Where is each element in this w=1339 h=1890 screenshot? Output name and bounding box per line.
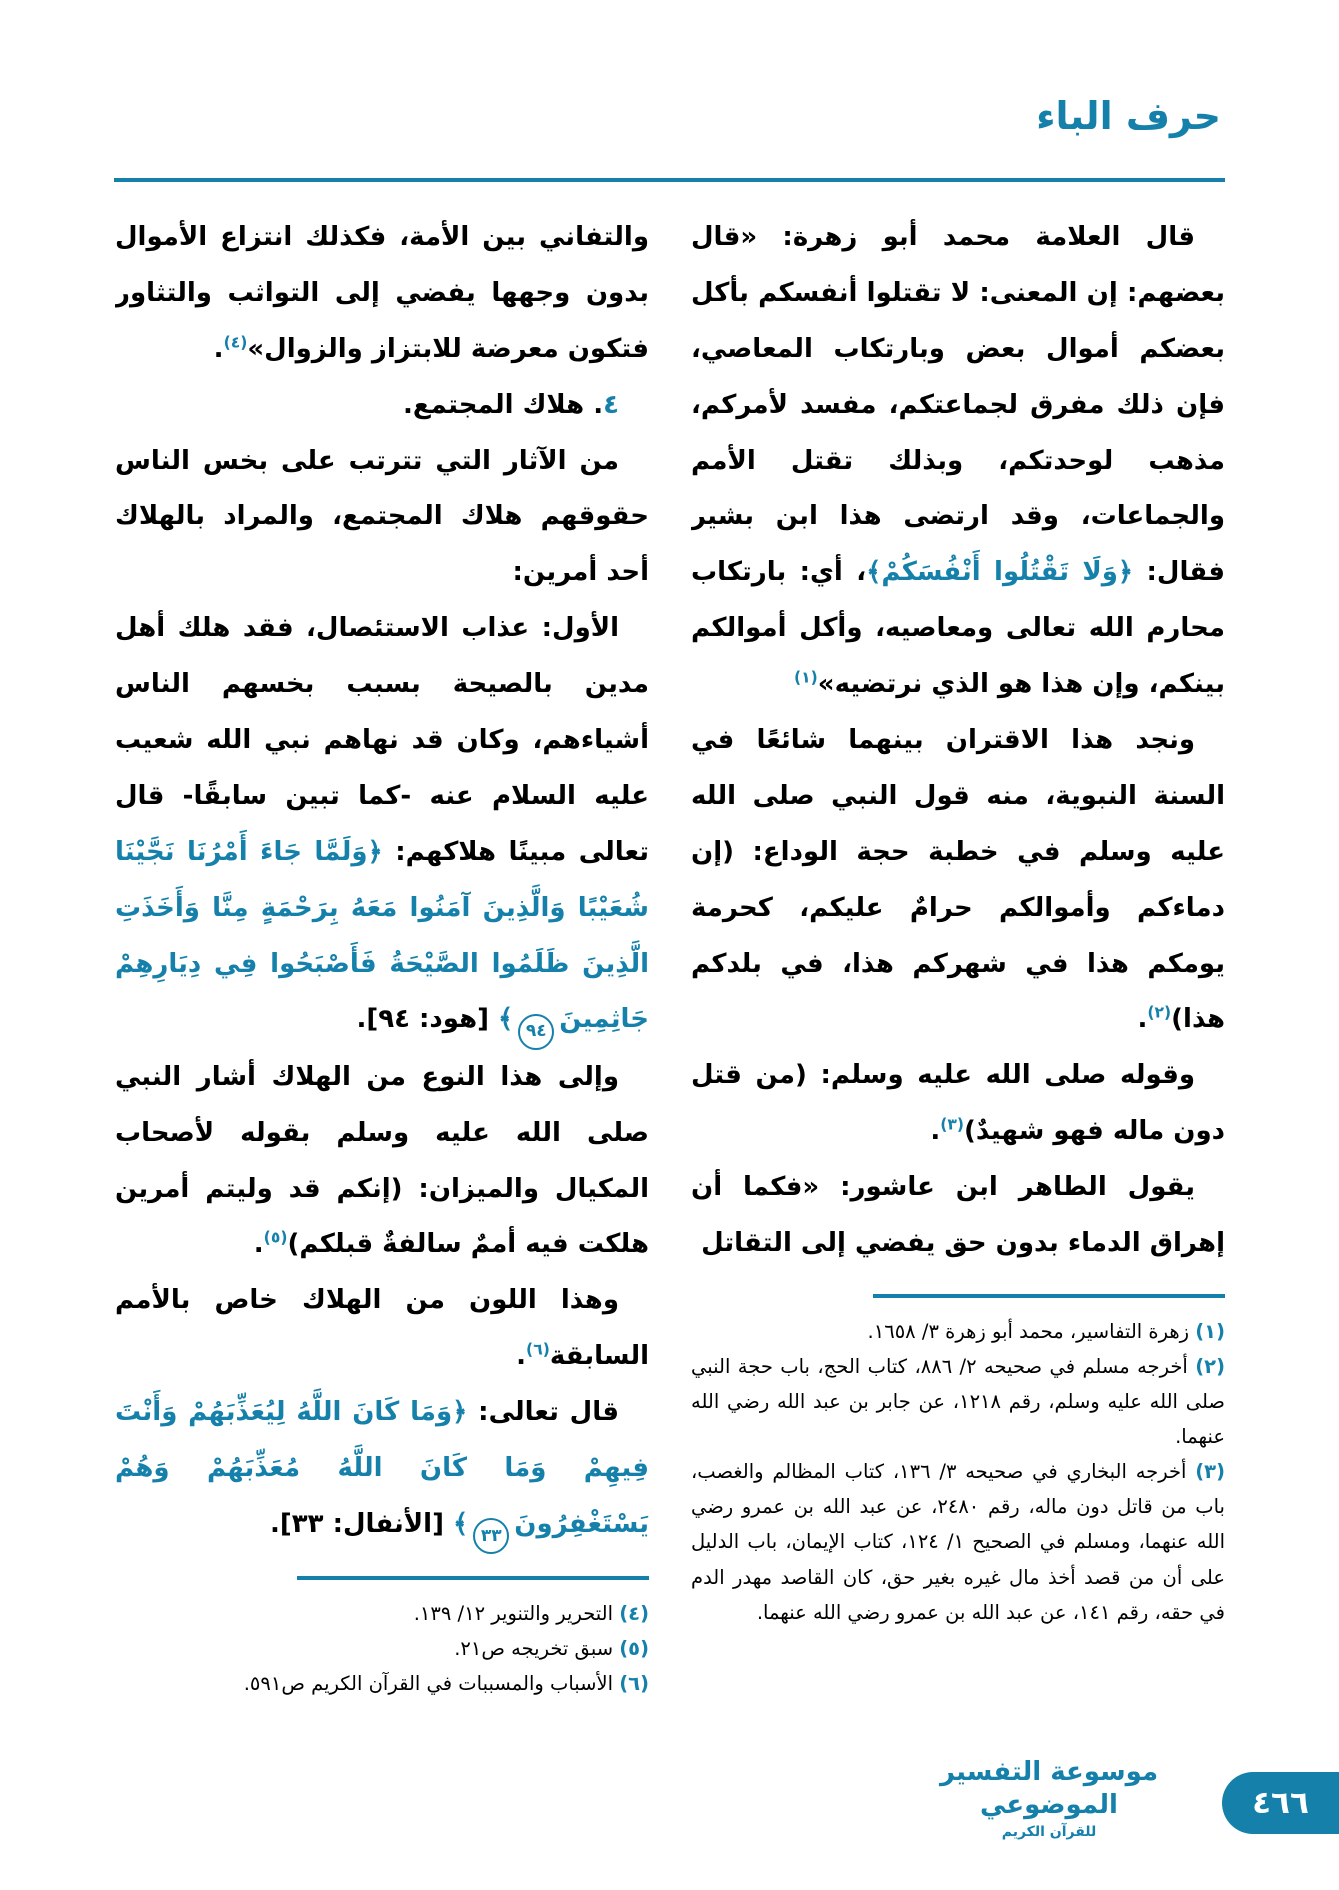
footnote-ref: (٢) <box>1147 1003 1172 1022</box>
column-left-text <box>115 210 649 1554</box>
publisher-logo <box>929 1756 1169 1840</box>
footnote <box>115 1631 649 1666</box>
text-run: . <box>253 1229 264 1260</box>
footnote-ref: (١) <box>793 668 818 687</box>
footnote <box>691 1349 1225 1454</box>
column-right <box>691 210 1225 1755</box>
quran-text: ﴿وَلَمَّا جَاءَ أَمْرُنَا نَجَّيْنَا شُعَيْبًا وَالَّذِينَ آمَنُوا مَعَهُ بِرَحْمَةٍ مِنَّا وَأَخَذَتِ الَّذِينَ ظَلَمُوا الصَّيْحَةُ فَأَصْبَحُوا فِي دِيَارِهِمْ جَاثِمِينَ <box>115 836 649 1035</box>
text-run: وقوله صلى الله عليه وسلم: (من قتل دون ماله فهو شهيدٌ) <box>691 1060 1225 1147</box>
publisher-logo-title: موسوعة التفسير الموضوعي <box>939 1757 1159 1820</box>
paragraph <box>115 1385 649 1554</box>
footnote <box>115 1666 649 1701</box>
text-run: من الآثار التي تترتب على بخس الناس حقوقهم هلاك المجتمع، والمراد بالهلاك أحد أمرين: <box>115 445 649 588</box>
quran-text: ﴾ <box>498 1004 514 1035</box>
text-run: . هلاك المجتمع. <box>403 389 604 420</box>
text-run: [هود: ٩٤]. <box>356 1004 499 1035</box>
text-run: الأول: عذاب الاستئصال، فقد هلك أهل مدين بالصيحة بسبب بخسهم الناس أشياءهم، وكان قد نهاهم نبي الله شعيب عليه السلام عنه -كما تبين سابقًا- قال تعالى مبينًا هلاكهم: <box>115 613 649 867</box>
text-run: . <box>516 1341 527 1372</box>
page-number-badge: ٤٦٦ <box>1222 1772 1339 1834</box>
quran-text: ﴾ <box>453 1508 469 1539</box>
footnote <box>691 1454 1225 1629</box>
footnote-text: أخرجه البخاري في صحيحه ٣/ ١٣٦، كتاب المظالم والغصب، باب من قاتل دون ماله، رقم ٢٤٨٠، عن عبد الله بن عمرو رضي الله عنهما، ومسلم في الصحيح ١/ ١٢٤، كتاب الإيمان، باب الدليل على أن من قصد أخذ مال غيره بغير حق، كان القاصد مهدر الدم في حقه، رقم ١٤١، عن عبد الله بن عمرو رضي الله عنهما. <box>691 1460 1225 1624</box>
text-run: ، أي: بارتكاب محارم الله تعالى ومعاصيه، وأكل أموالكم بينكم، وإن هذا هو الذي نرتضيه» <box>691 557 1225 700</box>
ayah-number: ٣٣ <box>473 1518 509 1554</box>
section-number: ٤ <box>603 389 619 420</box>
header-rule <box>114 178 1225 182</box>
text-run: قال تعالى: <box>467 1397 619 1428</box>
chapter-title: حرف الباء <box>1036 94 1221 138</box>
paragraph <box>691 1048 1225 1160</box>
paragraph <box>691 210 1225 713</box>
text-run: وإلى هذا النوع من الهلاك أشار النبي صلى الله عليه وسلم بقوله لأصحاب المكيال والميزان: (إنكم قد وليتم أمرين هلكت فيه أممٌ سالفةٌ قبلكم) <box>115 1061 649 1260</box>
paragraph <box>691 1160 1225 1272</box>
footnote-marker: (٢) <box>1195 1355 1225 1379</box>
footnote-marker: (١) <box>1195 1319 1225 1343</box>
text-run: يقول الطاهر ابن عاشور: «فكما أن إهراق الدماء بدون حق يفضي إلى التقاتل <box>691 1172 1225 1259</box>
column-right-text <box>691 210 1225 1272</box>
paragraph <box>115 378 649 434</box>
footnote-text: التحرير والتنوير ١٢/ ١٣٩. <box>413 1602 620 1626</box>
content-columns <box>114 210 1225 1755</box>
text-run: . <box>1137 1004 1148 1035</box>
footnote-marker: (٤) <box>619 1602 649 1626</box>
paragraph <box>115 1050 649 1274</box>
footnote-marker: (٦) <box>619 1672 649 1696</box>
footnote <box>115 1596 649 1631</box>
footnote-marker: (٣) <box>1195 1460 1225 1484</box>
text-run: . <box>213 333 224 364</box>
footnote-ref: (٥) <box>263 1228 288 1247</box>
publisher-logo-subtitle: للقرآن الكريم <box>1001 1824 1097 1840</box>
column-left <box>115 210 649 1755</box>
footnote-ref: (٤) <box>223 333 248 352</box>
footnote-ref: (٣) <box>940 1115 965 1134</box>
text-run: [الأنفال: ٣٣]. <box>270 1508 454 1539</box>
ayah-number: ٩٤ <box>518 1014 554 1050</box>
text-run: وهذا اللون من الهلاك خاص بالأمم السابقة <box>115 1285 649 1372</box>
footnote-text: أخرجه مسلم في صحيحه ٢/ ٨٨٦، كتاب الحج، باب حجة النبي صلى الله عليه وسلم، رقم ١٢١٨، عن جابر بن عبد الله رضي الله عنهما. <box>691 1355 1225 1449</box>
quran-text: ﴿وَلَا تَقْتُلُوا أَنْفُسَكُمْ﴾ <box>866 557 1134 588</box>
footnote-separator-right <box>873 1294 1225 1298</box>
footnote-ref: (٦) <box>526 1340 550 1359</box>
quran-text: ﴿وَمَا كَانَ اللَّهُ لِيُعَذِّبَهُمْ وَأَنْتَ فِيهِمْ وَمَا كَانَ اللَّهُ مُعَذِّبَهُمْ وَهُمْ يَسْتَغْفِرُونَ <box>115 1397 649 1539</box>
paragraph <box>115 210 649 378</box>
footnote-marker: (٥) <box>619 1637 649 1661</box>
paragraph <box>115 434 649 602</box>
footnote-text: الأسباب والمسببات في القرآن الكريم ص٥٩١. <box>243 1672 620 1696</box>
footnote <box>691 1314 1225 1349</box>
footnote-separator-left <box>297 1576 649 1580</box>
paragraph <box>115 601 649 1050</box>
footnotes-right <box>691 1314 1225 1630</box>
text-run: . <box>930 1116 941 1147</box>
footnotes-left <box>115 1596 649 1701</box>
text-run: ونجد هذا الاقتران بينهما شائعًا في السنة النبوية، منه قول النبي صلى الله عليه وسلم في خطبة حجة الوداع: (إن دماءكم وأموالكم حرامٌ عليكم، كحرمة يومكم هذا في شهركم هذا، في بلدكم هذا) <box>691 725 1225 1035</box>
footnote-text: سبق تخريجه ص٢١. <box>454 1637 620 1661</box>
paragraph <box>115 1273 649 1385</box>
paragraph <box>691 713 1225 1048</box>
footnote-text: زهرة التفاسير، محمد أبو زهرة ٣/ ١٦٥٨. <box>867 1319 1196 1343</box>
text-run: قال العلامة محمد أبو زهرة: «قال بعضهم: إن المعنى: لا تقتلوا أنفسكم بأكل بعضكم أموال بعض وبارتكاب المعاصي، فإن ذلك مفرق لجماعتكم، مفسد لأمركم، مذهب لوحدتكم، وبذلك تقتل الأمم والجماعات، وقد ارتضى هذا ابن بشير فقال: <box>691 222 1225 588</box>
text-run: والتفاني بين الأمة، فكذلك انتزاع الأموال بدون وجهها يفضي إلى التواثب والتثاور فتكون معرضة للابتزاز والزوال» <box>115 222 649 364</box>
